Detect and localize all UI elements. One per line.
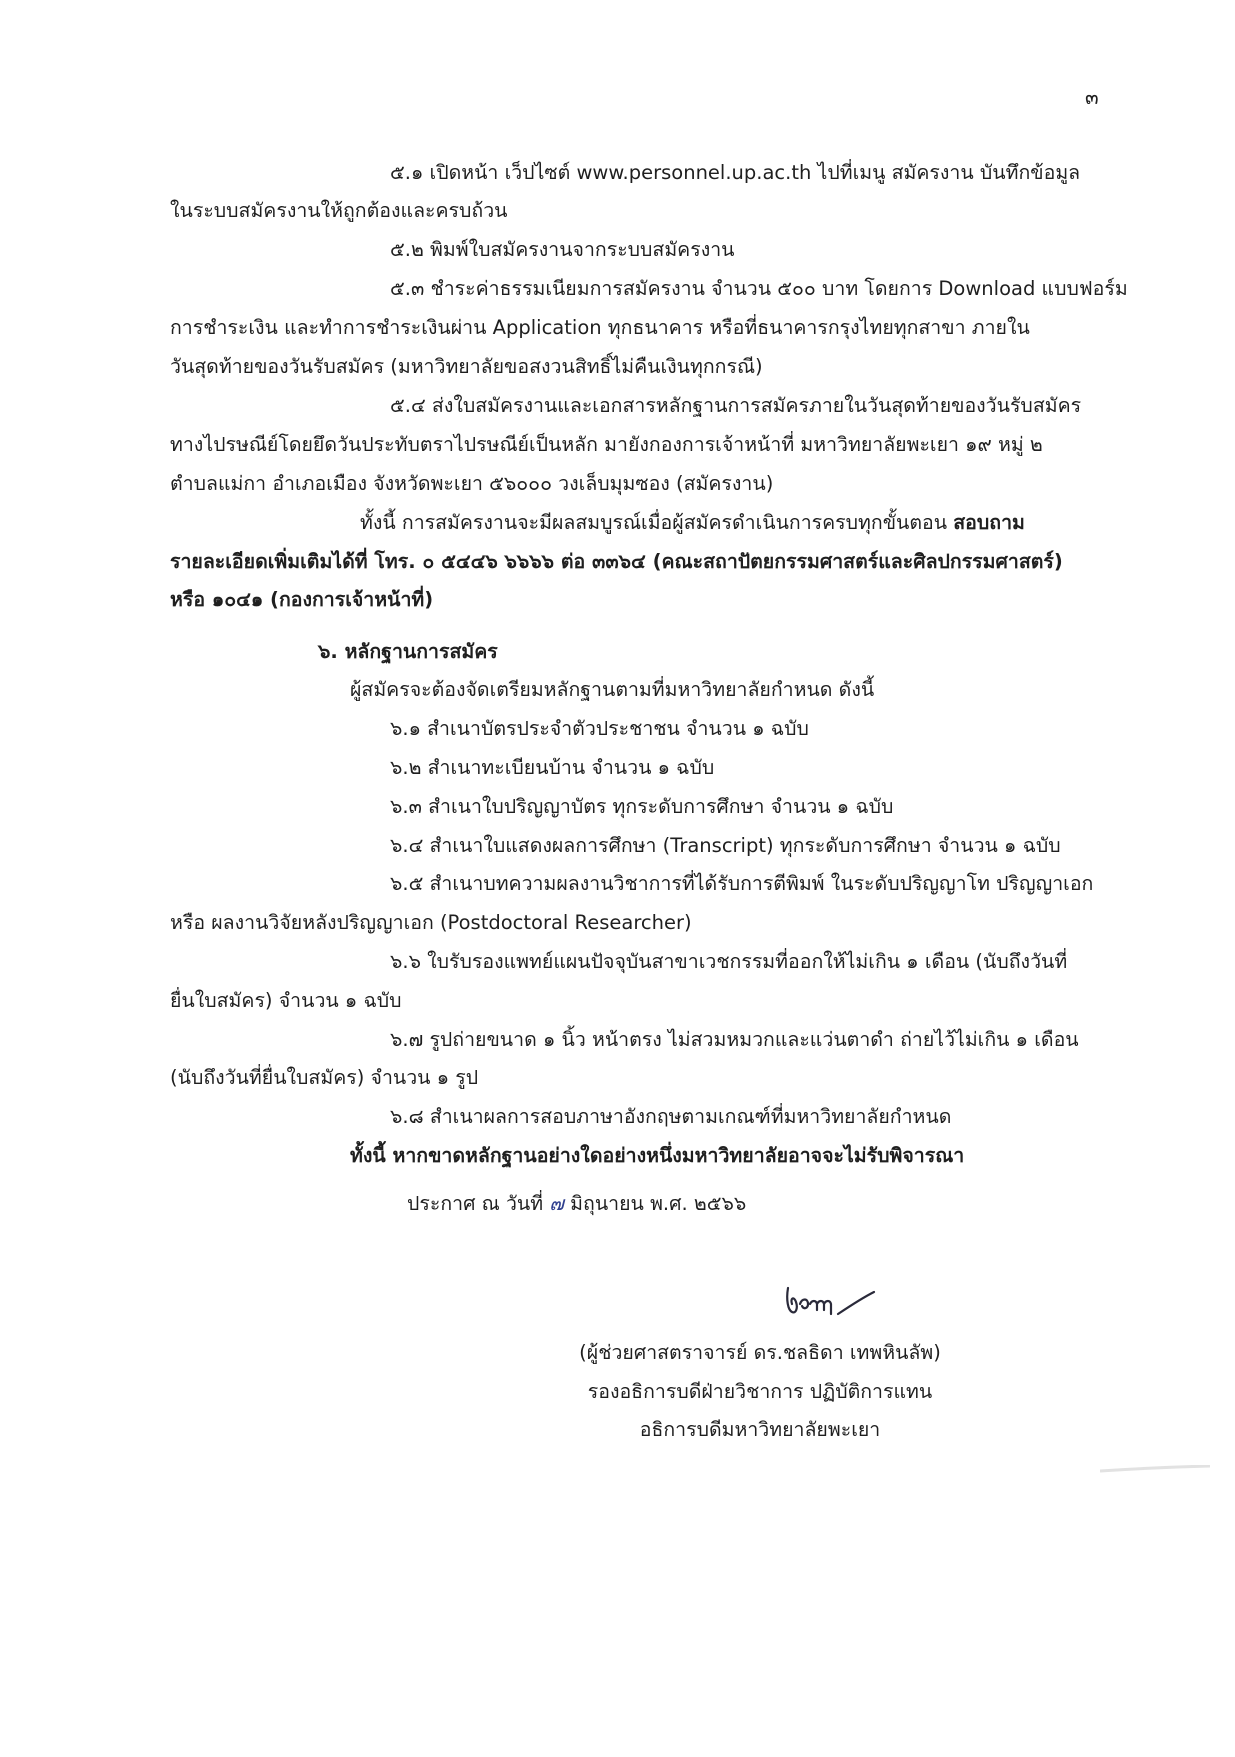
item-6-1: ๖.๑ สำเนาบัตรประจำตัวประชาชน จำนวน ๑ ฉบับ [390, 717, 809, 740]
section-6-heading: ๖. หลักฐานการสมัคร [318, 640, 498, 663]
item-5-4-line-1: ๕.๔ ส่งใบสมัครงานและเอกสารหลักฐานการสมัครภายในวันสุดท้ายของวันรับสมัคร [390, 394, 1082, 417]
item-6-5-line-1: ๖.๕ สำเนาบทความผลงานวิชาการที่ได้รับการตีพิมพ์ ในระดับปริญญาโท ปริญญาเอก [390, 872, 1094, 895]
item-5-4-line-2: ทางไปรษณีย์โดยยึดวันประทับตราไปรษณีย์เป็นหลัก มายังกองการเจ้าหน้าที่ มหาวิทยาลัยพะเยา ๑๙ หมู่ ๒ [170, 433, 1043, 456]
note-line-3: หรือ ๑๐๔๑ (กองการเจ้าหน้าที่) [170, 588, 434, 611]
item-6-5-line-2: หรือ ผลงานวิจัยหลังปริญญาเอก (Postdoctoral Researcher) [170, 911, 692, 934]
note-line-1-text: ทั้งนี้ การสมัครงานจะมีผลสมบูรณ์เมื่อผู้สมัครดำเนินการครบทุกขั้นตอน [360, 511, 954, 534]
item-6-4: ๖.๔ สำเนาใบแสดงผลการศึกษา (Transcript) ทุกระดับการศึกษา จำนวน ๑ ฉบับ [390, 834, 1061, 857]
note-line-2: รายละเอียดเพิ่มเติมได้ที่ โทร. ๐ ๕๔๔๖ ๖๖๖๖ ต่อ ๓๓๖๔ (คณะสถาปัตยกรรมศาสตร์และศิลปกรรมศาสตร์) [170, 550, 1063, 573]
item-5-3-line-2: การชำระเงิน และทำการชำระเงินผ่าน Application ทุกธนาคาร หรือที่ธนาคารกรุงไทยทุกสาขา ภายใน [170, 316, 1030, 339]
item-6-3: ๖.๓ สำเนาใบปริญญาบัตร ทุกระดับการศึกษา จำนวน ๑ ฉบับ [390, 795, 894, 818]
note-line-1-bold: สอบถาม [953, 511, 1025, 534]
announcement-day: ๗ [549, 1192, 564, 1215]
item-6-6-line-1: ๖.๖ ใบรับรองแพทย์แผนปัจจุบันสาขาเวชกรรมที่ออกให้ไม่เกิน ๑ เดือน (นับถึงวันที่ [390, 950, 1068, 973]
signatory-position-2: อธิการบดีมหาวิทยาลัยพะเยา [639, 1418, 881, 1441]
signatory-name: (ผู้ช่วยศาสตราจารย์ ดร.ชลธิดา เทพหินลัพ) [579, 1341, 941, 1364]
announcement-month-year: มิถุนายน พ.ศ. ๒๕๖๖ [570, 1192, 747, 1215]
item-5-1-line-1: ๕.๑ เปิดหน้า เว็ปไซต์ www.personnel.up.ac.th ไปที่เมนู สมัครงาน บันทึกข้อมูล [390, 161, 1081, 184]
scan-smudge [1100, 1465, 1210, 1473]
page-number: ๓ [1085, 85, 1099, 109]
item-6-7-line-1: ๖.๗ รูปถ่ายขนาด ๑ นิ้ว หน้าตรง ไม่สวมหมวกและแว่นตาดำ ถ่ายไว้ไม่เกิน ๑ เดือน [390, 1028, 1079, 1051]
section-6-intro: ผู้สมัครจะต้องจัดเตรียมหลักฐานตามที่มหาวิทยาลัยกำหนด ดังนี้ [350, 678, 875, 701]
announcement-date [407, 1189, 746, 1219]
signature-image [770, 1270, 880, 1330]
item-5-3-line-3: วันสุดท้ายของวันรับสมัคร (มหาวิทยาลัยขอสงวนสิทธิ์ไม่คืนเงินทุกกรณี) [170, 355, 763, 378]
announcement-prefix: ประกาศ ณ วันที่ [407, 1192, 544, 1215]
signatory-position-1: รองอธิการบดีฝ่ายวิชาการ ปฏิบัติการแทน [587, 1380, 933, 1403]
item-5-4-line-3: ตำบลแม่กา อำเภอเมือง จังหวัดพะเยา ๕๖๐๐๐ วงเล็บมุมซอง (สมัครงาน) [170, 472, 774, 495]
item-5-2: ๕.๒ พิมพ์ใบสมัครงานจากระบบสมัครงาน [390, 238, 735, 261]
item-5-3-line-1: ๕.๓ ชำระค่าธรรมเนียมการสมัครงาน จำนวน ๕๐๐ บาท โดยการ Download แบบฟอร์ม [390, 277, 1128, 300]
item-6-2: ๖.๒ สำเนาทะเบียนบ้าน จำนวน ๑ ฉบับ [390, 756, 715, 779]
note-line-1 [360, 508, 1025, 538]
item-6-7-line-2: (นับถึงวันที่ยื่นใบสมัคร) จำนวน ๑ รูป [170, 1066, 479, 1089]
item-6-8: ๖.๘ สำเนาผลการสอบภาษาอังกฤษตามเกณฑ์ที่มหาวิทยาลัยกำหนด [390, 1105, 952, 1128]
item-6-6-line-2: ยื่นใบสมัคร) จำนวน ๑ ฉบับ [170, 989, 402, 1012]
item-5-1-line-2: ในระบบสมัครงานให้ถูกต้องและครบถ้วน [170, 199, 508, 222]
closing-statement: ทั้งนี้ หากขาดหลักฐานอย่างใดอย่างหนึ่งมหาวิทยาลัยอาจจะไม่รับพิจารณา [350, 1144, 965, 1167]
